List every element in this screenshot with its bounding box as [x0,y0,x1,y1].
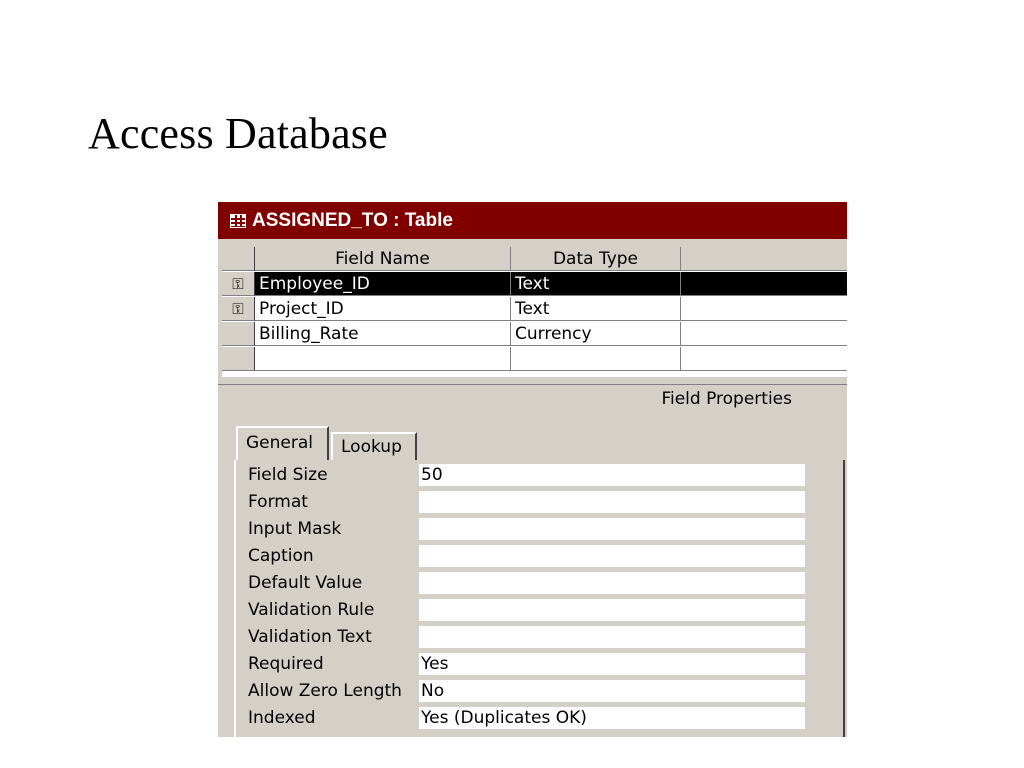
property-row [236,570,816,596]
property-label: Field Size [248,465,328,485]
property-row [236,516,816,542]
field-name-cell[interactable] [255,347,511,371]
property-value-input[interactable]: Yes [419,653,805,675]
property-label: Required [248,654,324,674]
property-row [236,543,816,569]
property-label: Caption [248,546,314,566]
property-value-input[interactable] [419,518,805,540]
description-cell[interactable] [681,322,847,346]
row-selector[interactable] [222,272,255,296]
row-selector[interactable] [222,297,255,321]
property-label: Format [248,492,308,512]
description-cell[interactable] [681,297,847,321]
data-type-cell[interactable]: Currency [511,322,681,346]
description-cell[interactable] [681,347,847,371]
table-row[interactable] [222,297,847,322]
primary-key-icon: ⚿ [232,274,244,293]
property-label: Input Mask [248,519,342,539]
field-properties-label: Field Properties [661,389,792,409]
table-icon [230,214,246,228]
slide-title: Access Database [88,109,388,158]
property-label: Default Value [248,573,363,593]
property-row [236,651,816,677]
property-row [236,597,816,623]
property-label: Allow Zero Length [248,681,402,701]
property-value-input[interactable]: 50 [419,464,805,486]
field-properties-bar [218,384,847,413]
property-value-input[interactable] [419,545,805,567]
data-type-cell[interactable]: Text [511,297,681,321]
property-label: Validation Rule [248,600,375,620]
property-row [236,624,816,650]
property-row [236,705,816,731]
window-title: ASSIGNED_TO : Table [252,209,453,231]
property-label: Indexed [248,708,316,728]
field-grid [222,247,847,377]
property-value-input[interactable]: Yes (Duplicates OK) [419,707,805,729]
property-label: Validation Text [248,627,372,647]
property-row [236,489,816,515]
column-header-description[interactable] [681,247,847,271]
tab-general[interactable]: General [236,426,329,460]
property-value-input[interactable] [419,572,805,594]
property-row [236,678,816,704]
row-selector[interactable] [222,322,255,346]
field-name-cell[interactable]: Billing_Rate [255,322,511,346]
table-row[interactable] [222,322,847,347]
data-type-cell[interactable]: Text [511,272,681,296]
primary-key-icon: ⚿ [232,299,244,318]
property-row [236,462,816,488]
table-row[interactable] [222,272,847,297]
window-title-bar[interactable] [218,202,847,239]
column-header-data-type[interactable]: Data Type [511,247,681,271]
field-name-cell[interactable]: Employee_ID [255,272,511,296]
table-design-window [218,202,847,737]
description-cell[interactable] [681,272,847,296]
header-selector [222,247,255,271]
field-name-cell[interactable]: Project_ID [255,297,511,321]
table-row[interactable] [222,347,847,372]
property-value-input[interactable] [419,599,805,621]
column-header-field-name[interactable]: Field Name [255,247,511,271]
data-type-cell[interactable] [511,347,681,371]
property-value-input[interactable] [419,491,805,513]
tab-lookup[interactable]: Lookup [331,432,417,460]
property-value-input[interactable]: No [419,680,805,702]
row-selector[interactable] [222,347,255,371]
general-properties-panel [234,460,845,737]
grid-header-row [222,247,847,272]
property-value-input[interactable] [419,626,805,648]
